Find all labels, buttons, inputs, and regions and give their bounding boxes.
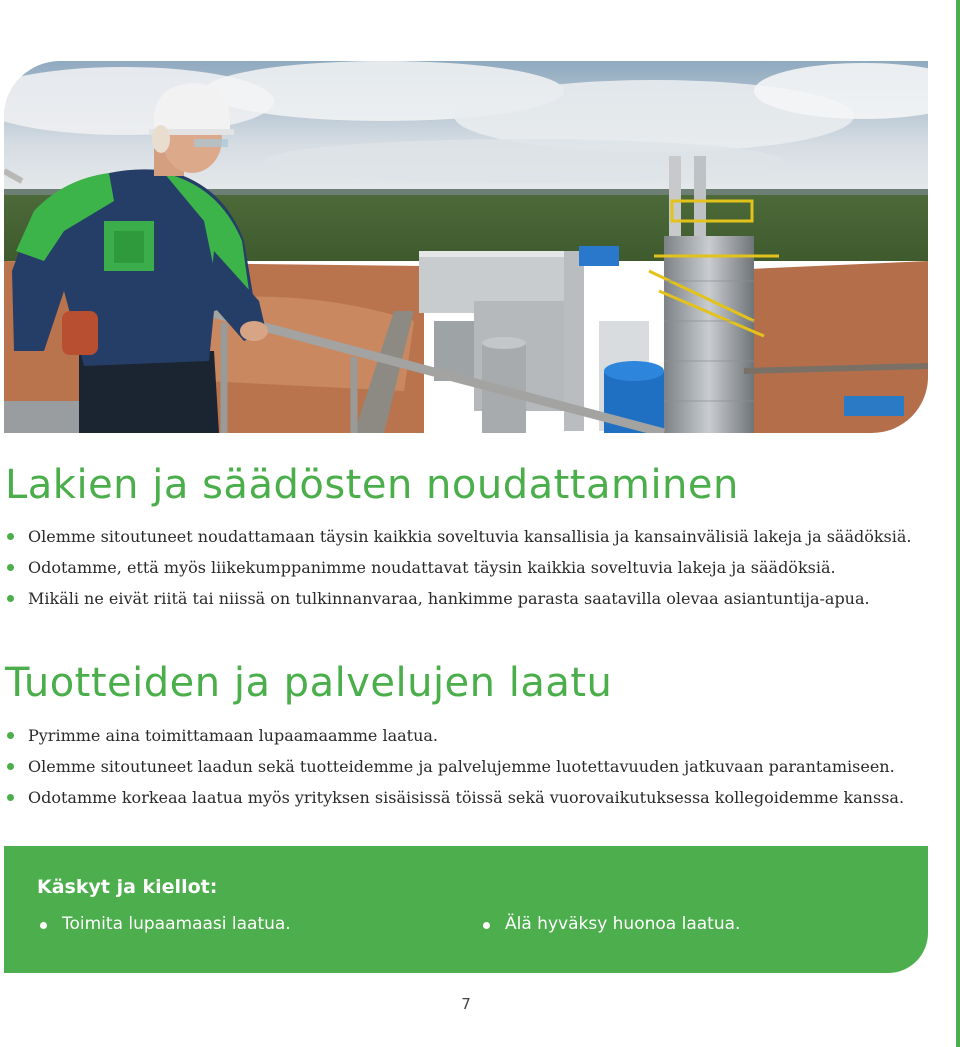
list-item: Pyrimme aina toimittamaan lupaamaamme laatua. [5,720,904,751]
list-item: Olemme sitoutuneet laadun sekä tuotteidemme ja palvelujemme luotettavuuden jatkuvaan parantamiseen. [5,751,904,782]
callout-do-item: Toimita lupaamaasi laatua. [38,914,291,934]
list-item: Odotamme, että myös liikekumppanimme noudattavat täysin kaikkia soveltuvia lakeja ja säädöksiä. [5,552,912,583]
section-heading-compliance: Lakien ja säädösten noudattaminen [5,462,739,508]
dos-donts-callout [4,846,928,973]
page-number: 7 [461,995,471,1013]
callout-dont-item: Älä hyväksy huonoa laatua. [481,914,740,934]
header-photo [4,61,928,433]
list-item: Mikäli ne eivät riitä tai niissä on tulkinnanvaraa, hankimme parasta saatavilla olevaa asiantuntija-apua. [5,583,912,614]
list-item: Odotamme korkeaa laatua myös yrityksen sisäisissä töissä sekä vuorovaikutuksessa kollegoidemme kanssa. [5,782,904,813]
list-item: Olemme sitoutuneet noudattamaan täysin kaikkia soveltuvia kansallisia ja kansainvälisiä lakeja ja säädöksiä. [5,521,912,552]
section-heading-quality: Tuotteiden ja palvelujen laatu [5,660,613,706]
compliance-list [5,521,912,614]
callout-title: Käskyt ja kiellot: [37,876,218,898]
quality-list [5,720,904,813]
page-edge-rule [956,0,960,1047]
